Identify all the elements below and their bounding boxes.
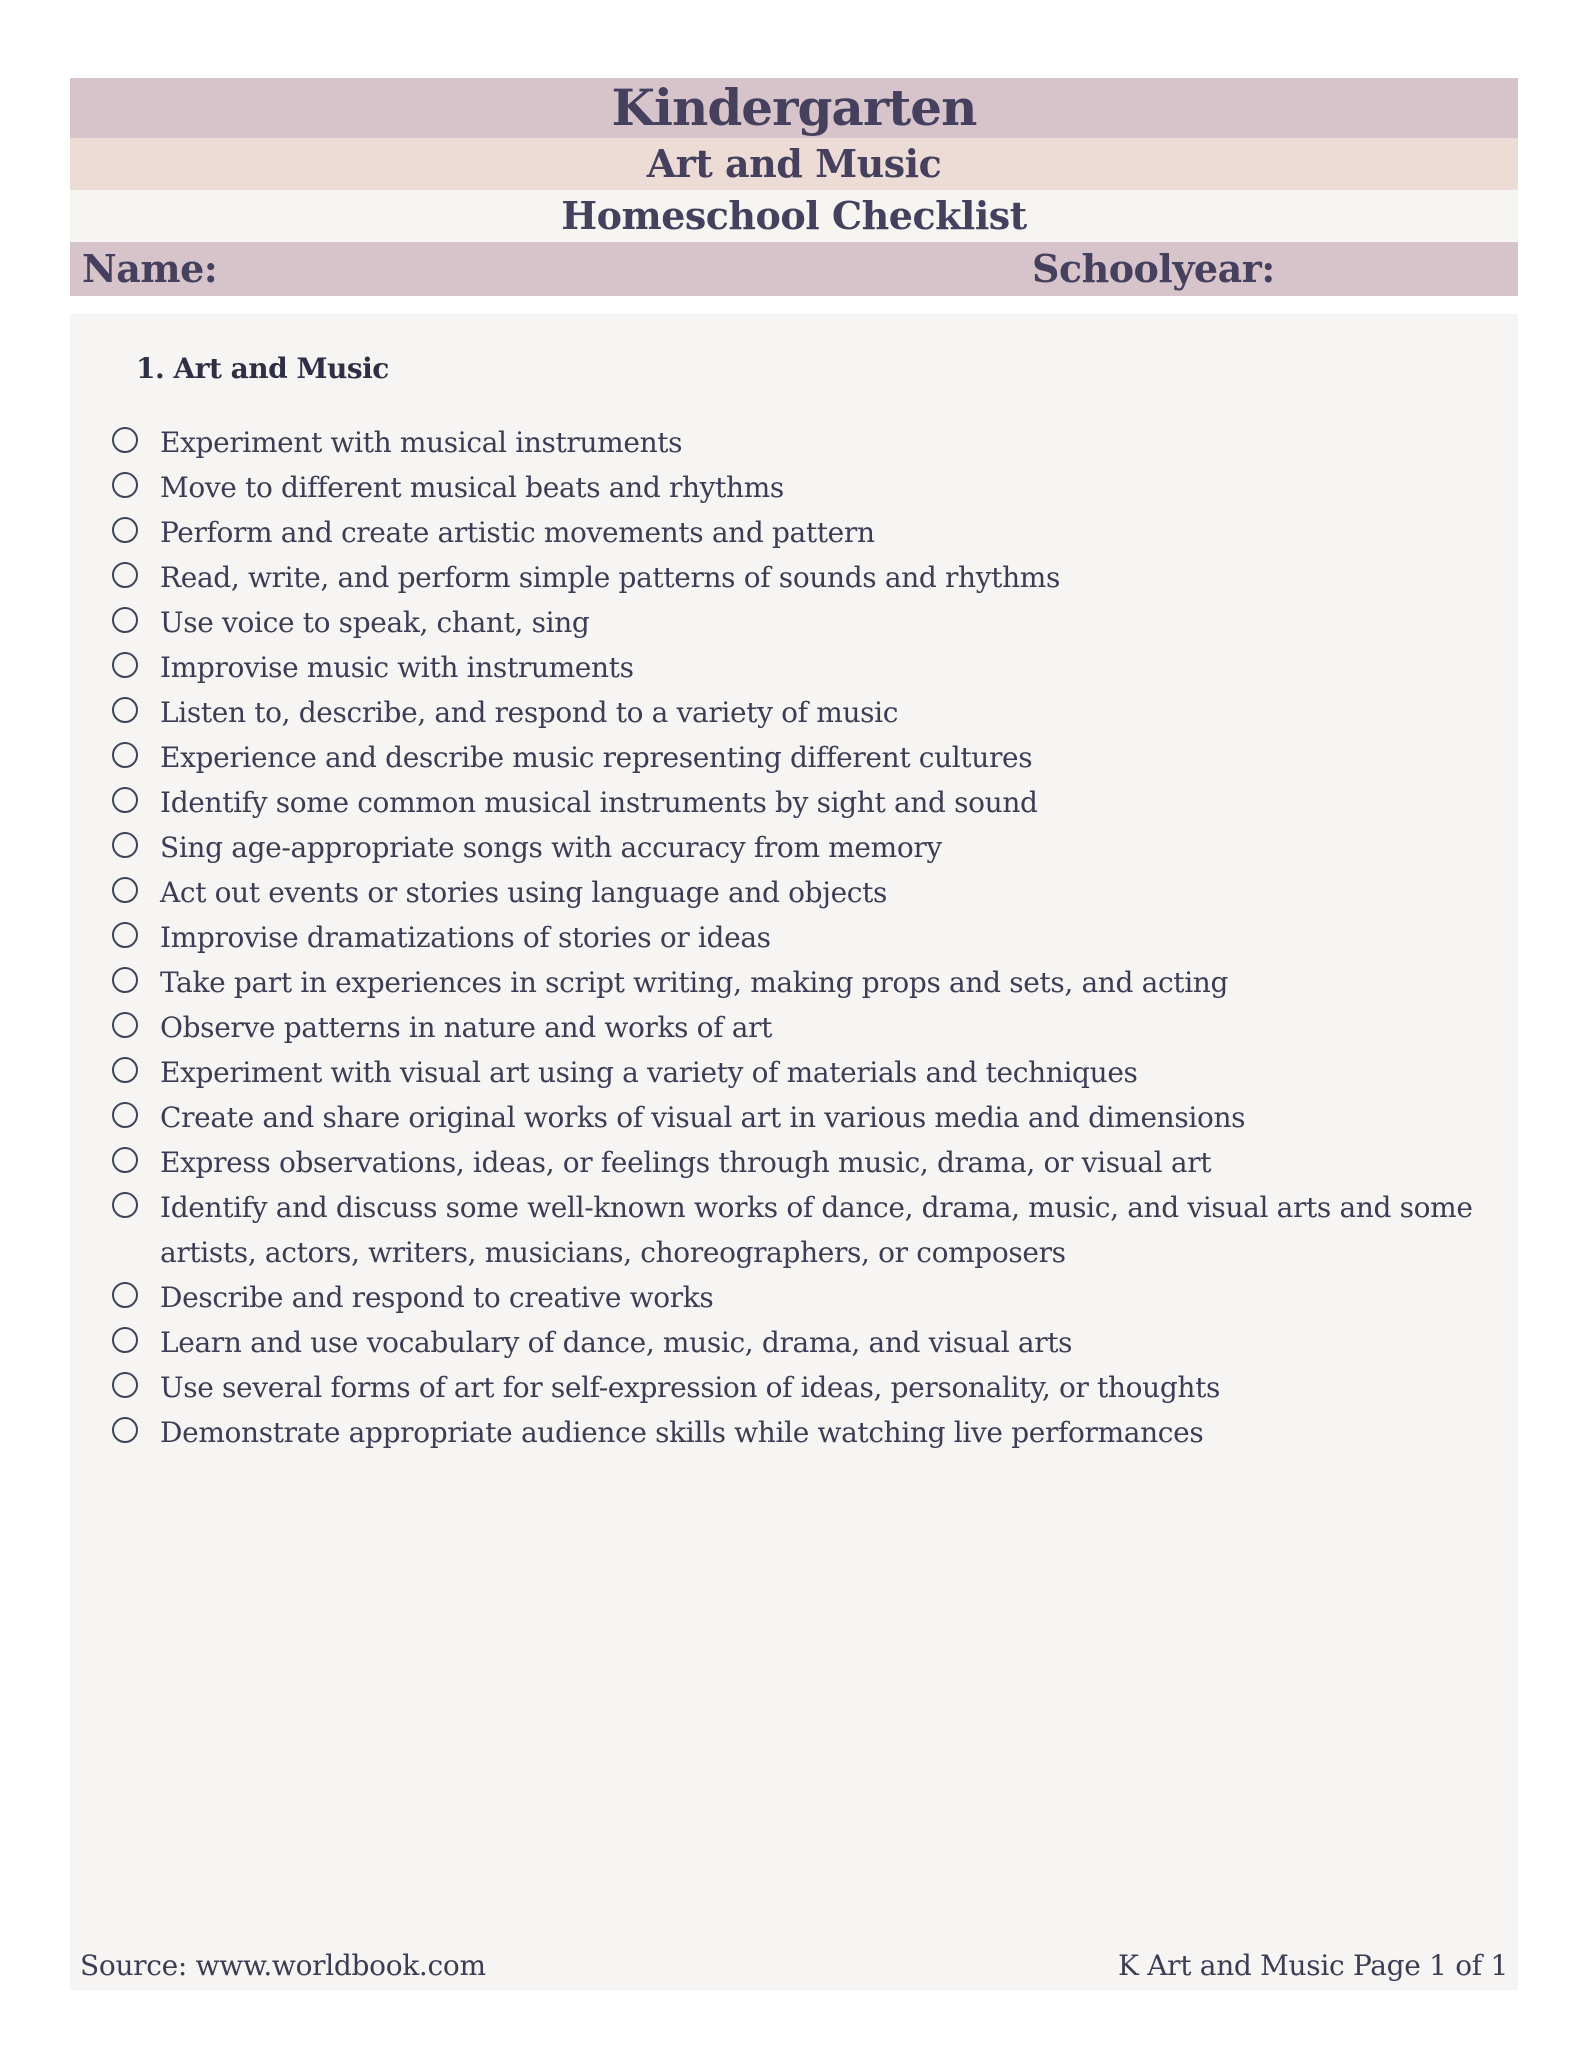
schoolyear-label: Schoolyear:	[1032, 246, 1275, 291]
checklist-item	[112, 645, 1512, 690]
section-heading: 1. Art and Music	[136, 352, 389, 385]
checkbox-circle-icon[interactable]	[112, 1192, 138, 1218]
checklist-item	[112, 1005, 1512, 1050]
checkbox-circle-icon[interactable]	[112, 1327, 138, 1353]
page-subtitle: Art and Music	[70, 138, 1518, 190]
document-title: Homeschool Checklist	[70, 190, 1518, 242]
checklist-item-label: Take part in experiences in script writing, making props and sets, and acting	[160, 966, 1229, 999]
checklist-item	[112, 1140, 1512, 1185]
checklist-item	[112, 690, 1512, 735]
checklist-item-label: Perform and create artistic movements and pattern	[160, 516, 875, 549]
footer-source: Source: www.worldbook.com	[80, 1949, 486, 1982]
checkbox-circle-icon[interactable]	[112, 1057, 138, 1083]
footer-page-number: K Art and Music Page 1 of 1	[1118, 1949, 1508, 1982]
checklist-item-label: Use voice to speak, chant, sing	[160, 606, 590, 639]
checkbox-circle-icon[interactable]	[112, 832, 138, 858]
checklist-item-label: Demonstrate appropriate audience skills while watching live performances	[160, 1416, 1204, 1449]
checklist-item	[112, 465, 1512, 510]
checklist-item-label: Experiment with visual art using a variety of materials and techniques	[160, 1056, 1138, 1089]
checklist-item	[112, 1410, 1512, 1455]
checkbox-circle-icon[interactable]	[112, 1282, 138, 1308]
checkbox-circle-icon[interactable]	[112, 1102, 138, 1128]
checklist-item	[112, 735, 1512, 780]
checkbox-circle-icon[interactable]	[112, 1417, 138, 1443]
checklist-item	[112, 1185, 1512, 1275]
checklist-item	[112, 510, 1512, 555]
checklist-item	[112, 1320, 1512, 1365]
checkbox-circle-icon[interactable]	[112, 1147, 138, 1173]
checkbox-circle-icon[interactable]	[112, 787, 138, 813]
checklist-item-label: Express observations, ideas, or feelings through music, drama, or visual art	[160, 1146, 1212, 1179]
checklist-item-label: Sing age-appropriate songs with accuracy from memory	[160, 831, 942, 864]
page-title: Kindergarten	[70, 78, 1518, 138]
checklist	[112, 420, 1512, 1455]
checkbox-circle-icon[interactable]	[112, 1012, 138, 1038]
checklist-item-label: Observe patterns in nature and works of art	[160, 1011, 773, 1044]
checklist-item-label: Act out events or stories using language and objects	[160, 876, 888, 909]
checklist-panel	[70, 314, 1518, 1990]
checklist-item-label: Learn and use vocabulary of dance, music, drama, and visual arts	[160, 1326, 1073, 1359]
checkbox-circle-icon[interactable]	[112, 562, 138, 588]
checklist-item-label: Read, write, and perform simple patterns of sounds and rhythms	[160, 561, 1060, 594]
checklist-item	[112, 1050, 1512, 1095]
checklist-item-label: Identify some common musical instruments by sight and sound	[160, 786, 1038, 819]
checkbox-circle-icon[interactable]	[112, 742, 138, 768]
checklist-item-label: Describe and respond to creative works	[160, 1281, 714, 1314]
checklist-item	[112, 1275, 1512, 1320]
checkbox-circle-icon[interactable]	[112, 877, 138, 903]
checkbox-circle-icon[interactable]	[112, 697, 138, 723]
checklist-item-label: Improvise dramatizations of stories or ideas	[160, 921, 771, 954]
checkbox-circle-icon[interactable]	[112, 652, 138, 678]
checklist-item	[112, 870, 1512, 915]
checklist-item	[112, 555, 1512, 600]
checkbox-circle-icon[interactable]	[112, 472, 138, 498]
checklist-item-label: Improvise music with instruments	[160, 651, 634, 684]
checklist-item	[112, 825, 1512, 870]
checklist-item	[112, 915, 1512, 960]
checkbox-circle-icon[interactable]	[112, 922, 138, 948]
fields-bar	[70, 242, 1518, 296]
checklist-item	[112, 1095, 1512, 1140]
name-label: Name:	[82, 246, 218, 291]
checklist-item-label: Experiment with musical instruments	[160, 426, 683, 459]
checklist-item-label: Move to different musical beats and rhythms	[160, 471, 784, 504]
checklist-item-label: Experience and describe music representing different cultures	[160, 741, 1033, 774]
checklist-item-label: Identify and discuss some well-known works of dance, drama, music, and visual arts and some artists, actors, writers, musicians, choreographers, or composers	[160, 1191, 1473, 1269]
checkbox-circle-icon[interactable]	[112, 517, 138, 543]
checklist-item	[112, 420, 1512, 465]
checkbox-circle-icon[interactable]	[112, 607, 138, 633]
checkbox-circle-icon[interactable]	[112, 1372, 138, 1398]
checklist-item-label: Use several forms of art for self-expression of ideas, personality, or thoughts	[160, 1371, 1221, 1404]
checklist-item-label: Create and share original works of visual art in various media and dimensions	[160, 1101, 1246, 1134]
checkbox-circle-icon[interactable]	[112, 427, 138, 453]
checklist-item	[112, 600, 1512, 645]
checklist-item	[112, 960, 1512, 1005]
checkbox-circle-icon[interactable]	[112, 967, 138, 993]
checklist-item-label: Listen to, describe, and respond to a variety of music	[160, 696, 899, 729]
checklist-item	[112, 1365, 1512, 1410]
checklist-item	[112, 780, 1512, 825]
